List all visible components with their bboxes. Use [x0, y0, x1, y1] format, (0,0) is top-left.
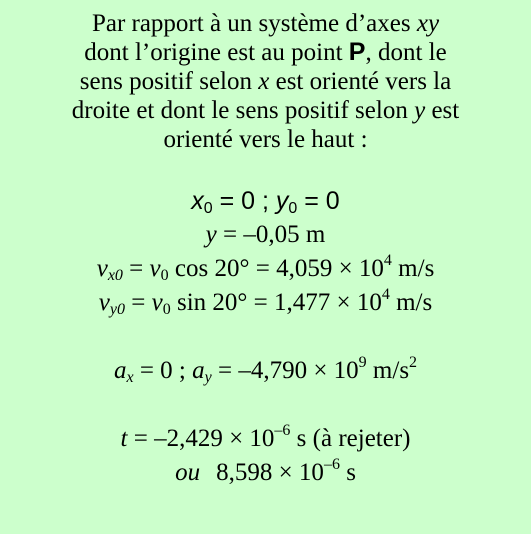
equation-time-valid: ou $8,598 \times 10^{-6}$ s: [175, 456, 356, 486]
spacer: [0, 154, 531, 184]
equation-vx0: $v_{x0} = v_0$ $\cos 20^\circ = 4,059 \times 10^4$ m/s: [96, 252, 435, 284]
intro-line-3: sens positif selon x est orienté vers la: [79, 68, 452, 95]
intro-line-4: droite et dont le sens positif selon y est: [71, 97, 460, 124]
point-label: P: [348, 38, 366, 66]
equation-initial-position: $x_0 = 0$ ; $y_0 = 0$: [191, 187, 340, 217]
spacer: [0, 388, 531, 422]
equation-time-rejected: $t = -2,429 \times 10^{-6}$ s (à rejeter): [120, 422, 411, 452]
spacer: [0, 320, 531, 354]
intro-line-2: dont l’origine est au point P, dont le: [84, 38, 447, 66]
intro-line-1: Par rapport à un système d’axes xy: [91, 10, 440, 37]
equation-vy0: $v_{y0} = v_0$ $\sin 20^\circ = 1,477 \times 10^4$ m/s: [98, 286, 433, 318]
intro-line-5: orienté vers le haut :: [163, 126, 368, 153]
equation-acceleration: $a_x = 0$ ; $a_y = -4,790 \times 10^9$ $m/s^2$: [113, 354, 418, 386]
intro-paragraph: [0, 9, 531, 154]
equation-final-y: y = –0,05 m: [205, 221, 326, 248]
